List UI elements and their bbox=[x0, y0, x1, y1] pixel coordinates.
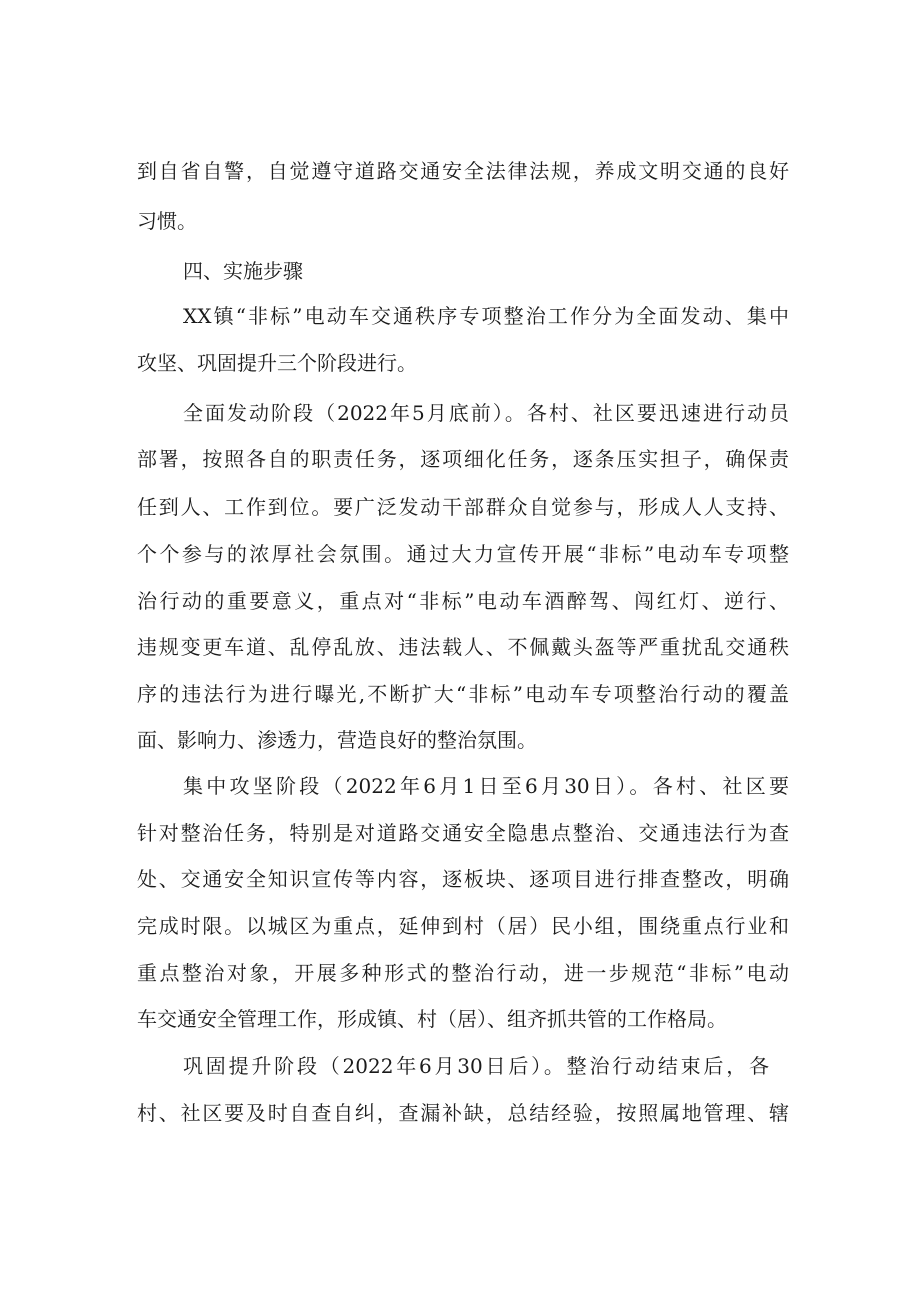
body-line: 任到人、工作到位。要广泛发动干部群众自觉参与，形成人人支持、 bbox=[137, 495, 789, 519]
body-line: 违规变更车道、乱停乱放、违法载人、不佩戴头盔等严重扰乱交通秩 bbox=[137, 635, 789, 659]
body-line: 攻坚、巩固提升三个阶段进行。 bbox=[137, 351, 417, 375]
body-line: 针对整治任务，特别是对道路交通安全隐患点整治、交通违法行为查 bbox=[137, 821, 789, 845]
body-line: 序的违法行为进行曝光,不断扩大“非标”电动车专项整治行动的覆盖 bbox=[137, 682, 789, 706]
body-line: 重点整治对象，开展多种形式的整治行动，进一步规范“非标”电动 bbox=[137, 961, 789, 985]
body-line: 处、交通安全知识宣传等内容，逐板块、逐项目进行排查整改，明确 bbox=[137, 867, 789, 891]
body-line: 完成时限。以城区为重点，延伸到村（居）民小组，围绕重点行业和 bbox=[137, 914, 789, 938]
body-line: 部署，按照各自的职责任务，逐项细化任务，逐条压实担子，确保责 bbox=[137, 447, 789, 471]
body-line: 个个参与的浓厚社会氛围。通过大力宣传开展“非标”电动车专项整 bbox=[137, 542, 789, 566]
body-line: 治行动的重要意义，重点对“非标”电动车酒醉驾、闯红灯、逆行、 bbox=[137, 589, 789, 613]
body-line: 习惯。 bbox=[137, 209, 197, 233]
body-line: 到自省自警，自觉遵守道路交通安全法律法规，养成文明交通的良好 bbox=[137, 159, 789, 183]
body-line: 全面发动阶段（2022年5月底前）。各村、社区要迅速进行动员 bbox=[183, 401, 789, 425]
body-line: 巩固提升阶段（2022年6月30日后）。整治行动结束后，各 bbox=[183, 1054, 769, 1078]
body-line: 车交通安全管理工作，形成镇、村（居）、组齐抓共管的工作格局。 bbox=[137, 1007, 727, 1031]
body-line: 集中攻坚阶段（2022年6月1日至6月30日）。各村、社区要 bbox=[183, 774, 789, 798]
body-line: 村、社区要及时自查自纠，查漏补缺，总结经验，按照属地管理、辖 bbox=[137, 1101, 789, 1125]
body-line: 面、影响力、渗透力，营造良好的整治氛围。 bbox=[137, 728, 537, 752]
section-heading: 四、实施步骤 bbox=[183, 259, 303, 283]
body-line: XX镇“非标”电动车交通秩序专项整治工作分为全面发动、集中 bbox=[183, 304, 789, 328]
